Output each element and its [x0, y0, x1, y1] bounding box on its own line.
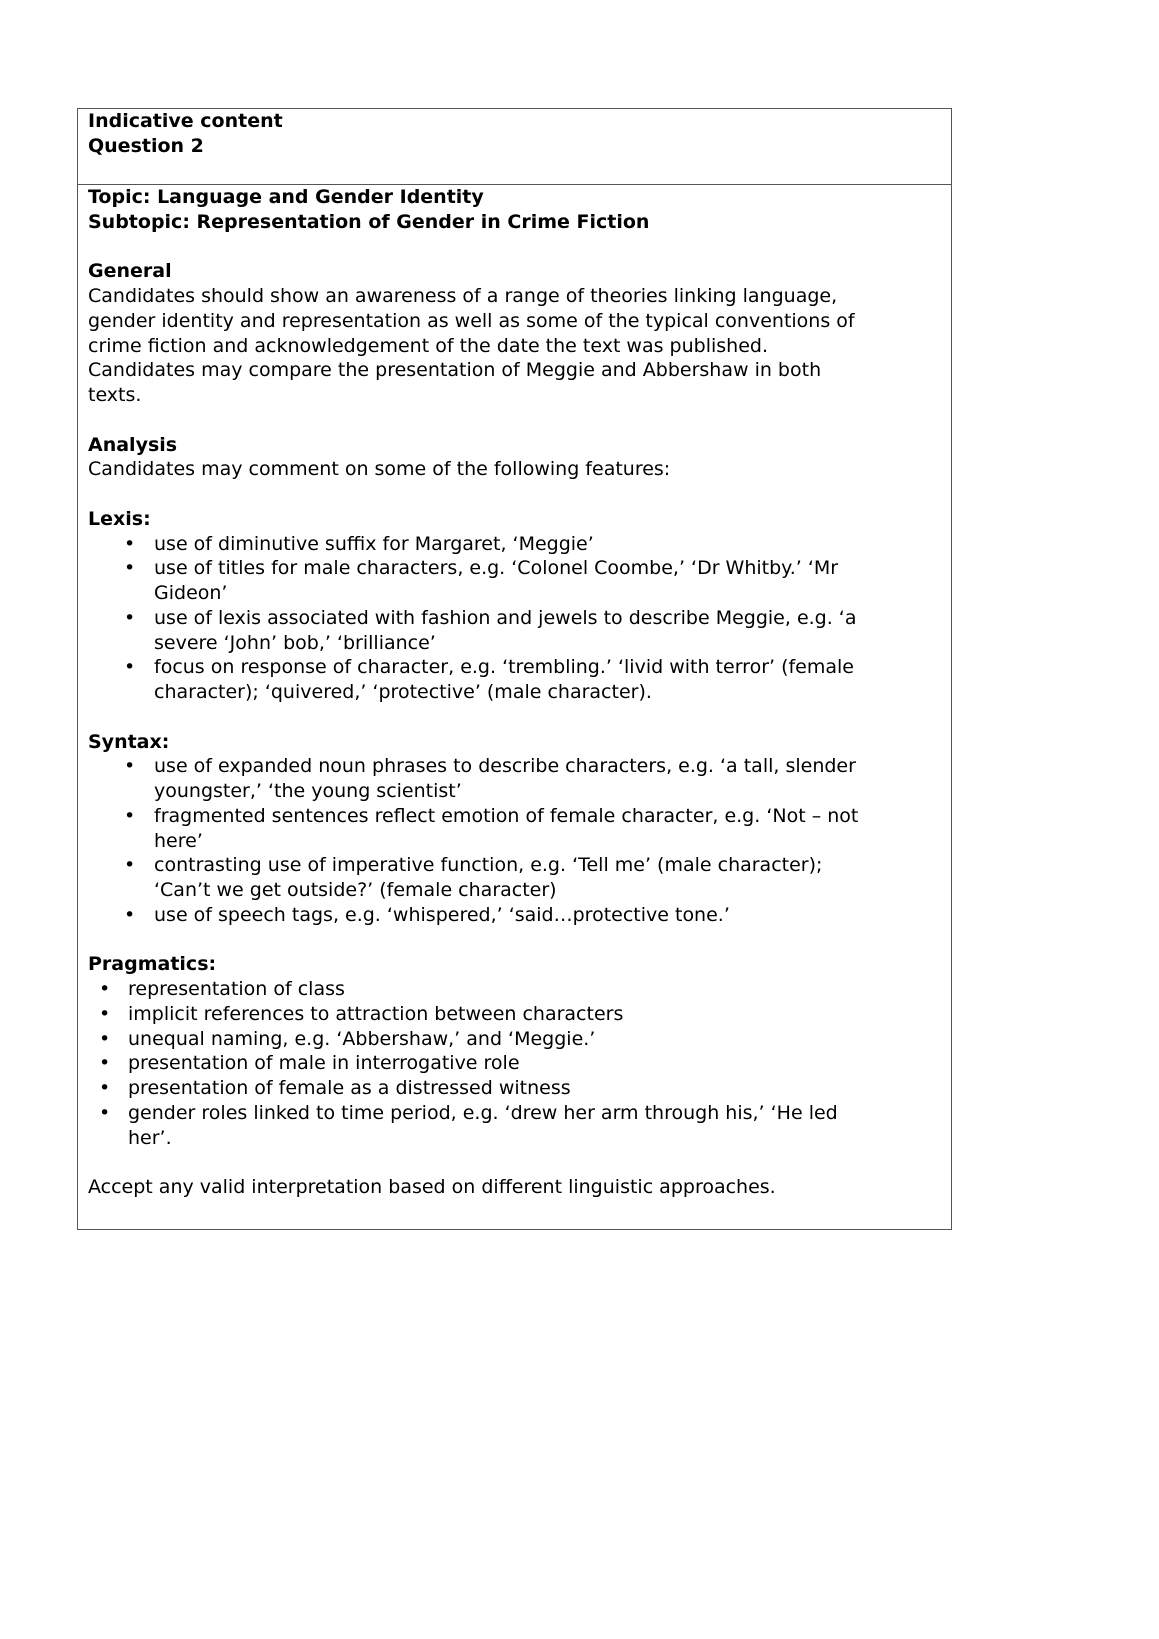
general-line: gender identity and representation as well as some of the typical conventions of — [88, 309, 855, 332]
pragmatics-list — [88, 977, 941, 1150]
list-item — [88, 1051, 941, 1076]
list-item-text: presentation of male in interrogative role — [128, 1052, 520, 1075]
bullet-icon: • — [99, 1101, 111, 1124]
list-item — [88, 977, 941, 1002]
list-item-text: Gideon’ — [154, 582, 228, 604]
list-item — [88, 903, 941, 928]
list-item-text: use of lexis associated with fashion and jewels to describe Meggie, e.g. ‘a — [154, 606, 857, 629]
list-item — [88, 1027, 941, 1052]
list-item — [88, 655, 941, 705]
analysis-text: Candidates may comment on some of the following features: — [88, 458, 671, 481]
list-item-text: character); ‘quivered,’ ‘protective’ (male character). — [154, 681, 652, 703]
analysis-heading: Analysis — [88, 433, 178, 456]
indicative-content-table — [77, 108, 952, 1230]
list-item — [88, 556, 941, 606]
general-line: Candidates should show an awareness of a range of theories linking language, — [88, 285, 838, 307]
subtopic: Subtopic: Representation of Gender in Crime Fiction — [88, 210, 650, 233]
list-item — [88, 804, 941, 854]
general-heading: General — [88, 260, 172, 283]
bullet-icon: • — [124, 532, 136, 555]
syntax-list — [88, 754, 941, 927]
general-paragraph — [88, 284, 941, 408]
list-item — [88, 754, 941, 804]
general-line: crime fiction and acknowledgement of the date the text was published. — [88, 334, 769, 357]
bullet-icon: • — [99, 1027, 111, 1050]
pragmatics-heading: Pragmatics: — [88, 953, 217, 976]
list-item — [88, 1076, 941, 1101]
lexis-list — [88, 532, 941, 705]
doc-title: Indicative content — [88, 110, 283, 132]
bullet-icon: • — [124, 606, 136, 629]
list-item-text: here’ — [154, 829, 203, 852]
content-cell — [78, 185, 951, 1229]
bullet-icon: • — [99, 978, 111, 1000]
bullet-icon: • — [124, 804, 136, 827]
list-item-text: contrasting use of imperative function, e.g. ‘Tell me’ (male character); — [154, 854, 823, 877]
list-item-text: her’. — [128, 1126, 172, 1149]
list-item — [88, 1002, 941, 1027]
list-item — [88, 532, 941, 557]
question-label: Question 2 — [88, 134, 204, 157]
list-item-text: focus on response of character, e.g. ‘trembling.’ ‘livid with terror’ (female — [154, 656, 854, 679]
list-item-text: youngster,’ ‘the young scientist’ — [154, 780, 462, 802]
bullet-icon: • — [124, 557, 136, 580]
closing-note: Accept any valid interpretation based on different linguistic approaches. — [88, 1176, 776, 1198]
bullet-icon: • — [124, 903, 136, 926]
list-item — [88, 1101, 941, 1151]
list-item-text: implicit references to attraction between characters — [128, 1002, 624, 1025]
list-item-text: severe ‘John’ bob,’ ‘brilliance’ — [154, 631, 436, 654]
bullet-icon: • — [99, 1052, 111, 1075]
list-item-text: use of speech tags, e.g. ‘whispered,’ ‘said…protective tone.’ — [154, 903, 730, 926]
syntax-heading: Syntax: — [88, 730, 170, 753]
list-item-text: use of titles for male characters, e.g. ‘Colonel Coombe,’ ‘Dr Whitby.’ ‘Mr — [154, 557, 839, 580]
general-line: texts. — [88, 384, 142, 406]
bullet-icon: • — [124, 854, 136, 877]
bullet-icon: • — [124, 656, 136, 679]
list-item-text: use of diminutive suffix for Margaret, ‘Meggie’ — [154, 532, 594, 555]
list-item-text: unequal naming, e.g. ‘Abbershaw,’ and ‘Meggie.’ — [128, 1027, 596, 1050]
bullet-icon: • — [124, 755, 136, 778]
lexis-heading: Lexis: — [88, 507, 151, 530]
list-item-text: presentation of female as a distressed witness — [128, 1077, 571, 1099]
general-line: Candidates may compare the presentation of Meggie and Abbershaw in both — [88, 359, 822, 382]
topic: Topic: Language and Gender Identity — [88, 186, 484, 208]
list-item — [88, 853, 941, 903]
list-item-text: ‘Can’t we get outside?’ (female character) — [154, 879, 557, 901]
list-item-text: use of expanded noun phrases to describe characters, e.g. ‘a tall, slender — [154, 755, 856, 778]
list-item-text: gender roles linked to time period, e.g. ‘drew her arm through his,’ ‘He led — [128, 1101, 838, 1124]
list-item-text: fragmented sentences reflect emotion of female character, e.g. ‘Not – not — [154, 804, 859, 827]
list-item — [88, 606, 941, 656]
list-item-text: representation of class — [128, 978, 345, 1000]
bullet-icon: • — [99, 1002, 111, 1025]
header-cell — [78, 109, 951, 185]
bullet-icon: • — [99, 1077, 111, 1099]
